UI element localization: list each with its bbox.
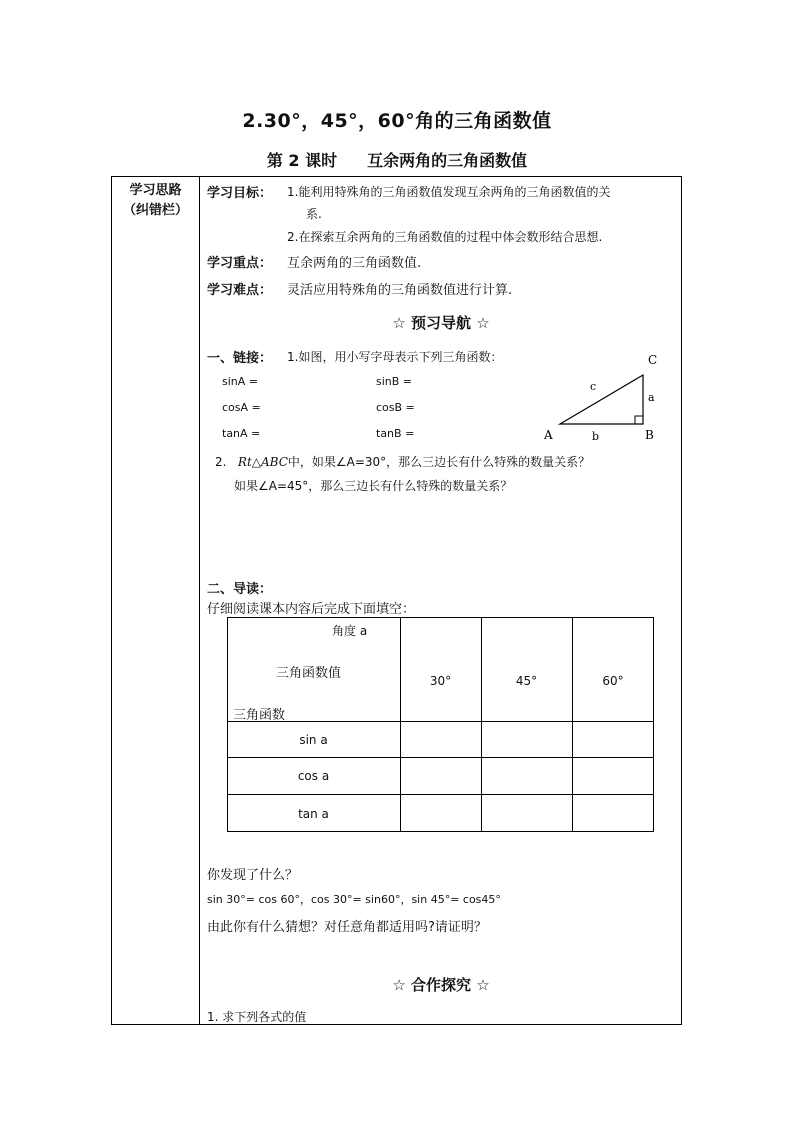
- table-col-line: [572, 617, 573, 832]
- table-row-tan: tan a: [298, 807, 329, 821]
- sidebar-divider: [199, 176, 200, 1025]
- tanA-blank: tanA =: [222, 427, 261, 440]
- question-1: 1.如图，用小写字母表示下列三角函数：: [287, 350, 503, 364]
- table-row-cos: cos a: [297, 769, 330, 783]
- question-2-math: Rt△ABC: [237, 455, 288, 469]
- vertex-B: B: [645, 428, 654, 442]
- cosA-blank: cosA =: [222, 401, 261, 414]
- right-angle-mark: [635, 416, 643, 424]
- table-corner-function: 三角函数: [233, 708, 286, 723]
- vertex-A: A: [544, 428, 553, 442]
- table-col-line: [481, 617, 482, 832]
- triangle-shape: [560, 375, 643, 424]
- goal-2: 2.在探索互余两角的三角函数值的过程中体会数形结合思想.: [287, 230, 603, 244]
- lesson-subtitle: [0, 148, 794, 171]
- sidebar-line2: （纠错栏）: [122, 203, 188, 218]
- explore-heading: ☆ 合作探究 ☆: [392, 976, 490, 994]
- difficulty-text: 灵活应用特殊角的三角函数值进行计算.: [287, 283, 513, 298]
- question-2-line2: 如果∠A=45°，那么三边长有什么特殊的数量关系？: [234, 479, 513, 493]
- table-corner-angle: 角度 a: [332, 624, 368, 638]
- sinA-blank: sinA =: [222, 375, 258, 388]
- preview-heading: ☆ 预习导航 ☆: [392, 314, 490, 332]
- sidebar-label: [112, 181, 199, 221]
- right-triangle-figure: [540, 348, 670, 448]
- trig-value-table: [227, 617, 654, 832]
- cosB-blank: cosB =: [376, 401, 415, 414]
- vertex-C: C: [648, 353, 658, 367]
- table-col-line: [400, 617, 401, 832]
- side-c: c: [590, 380, 597, 393]
- reading-instruction: 仔细阅读课本内容后完成下面填空：: [207, 602, 416, 617]
- side-a: a: [648, 391, 655, 404]
- lesson-number: 第 2 课时: [266, 151, 338, 170]
- table-row-sin: sin a: [299, 733, 328, 747]
- table-header-60: 60°: [602, 674, 624, 688]
- conjecture-question: 由此你有什么猜想？对任意角都适用吗?请证明？: [207, 920, 487, 935]
- table-row-line: [227, 721, 654, 722]
- explore-question-1: 1. 求下列各式的值: [207, 1010, 307, 1024]
- question-2: [215, 453, 590, 470]
- question-2-text: 中，如果∠A=30°，那么三边长有什么特殊的数量关系？: [287, 455, 591, 469]
- goal-1-cont: 系.: [306, 207, 322, 221]
- found-question: 你发现了什么？: [207, 868, 299, 883]
- goals-label: 学习目标：: [207, 186, 273, 201]
- cofunction-relation: sin 30°= cos 60°，cos 30°= sin60°，sin 45°= cos45°: [207, 893, 501, 906]
- goal-1: 1.能利用特殊角的三角函数值发现互余两角的三角函数值的关: [287, 185, 611, 199]
- table-row-line: [227, 757, 654, 758]
- link-label: 一、链接：: [207, 351, 273, 366]
- reading-label: 二、导读：: [207, 582, 273, 597]
- table-row-line: [227, 794, 654, 795]
- side-b: b: [592, 430, 600, 443]
- difficulty-label: 学习难点：: [207, 283, 273, 298]
- table-header-45: 45°: [515, 674, 538, 688]
- key-text: 互余两角的三角函数值.: [287, 256, 422, 271]
- sinB-blank: sinB =: [376, 375, 413, 388]
- question-2-number: 2.: [215, 455, 227, 469]
- lesson-title: 互余两角的三角函数值: [367, 151, 528, 170]
- tanB-blank: tanB =: [376, 427, 415, 440]
- table-header-30: 30°: [429, 674, 452, 688]
- page-title: 2.30°，45°，60°角的三角函数值: [242, 110, 552, 132]
- key-label: 学习重点：: [207, 256, 273, 271]
- table-corner-value: 三角函数值: [276, 666, 342, 681]
- sidebar-line1: 学习思路: [129, 183, 182, 198]
